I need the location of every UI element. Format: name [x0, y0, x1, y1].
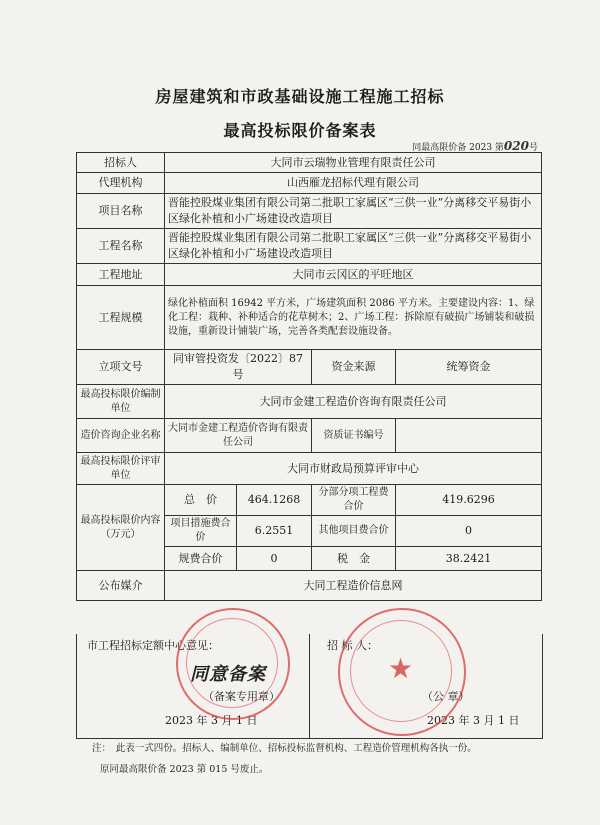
approval-no-label: 立项文号	[77, 350, 165, 385]
consultant-value: 大同市金建工程造价咨询有限责任公司	[165, 419, 312, 453]
other-cost-label: 其他项目费合价	[312, 516, 396, 547]
record-no: 020	[503, 139, 529, 153]
footnote-line2: 原同最高限价备 2023 第 015 号废止。	[100, 764, 269, 775]
total-price-label: 总 价	[165, 485, 237, 516]
total-price-value: 464.1268	[237, 485, 312, 516]
certificate-no-value	[396, 419, 542, 453]
subitem-cost-value: 419.6296	[396, 485, 542, 516]
quota-center-opinion-label: 市工程招标定额中心意见：	[87, 639, 219, 652]
document-title-line2: 最高投标限价备案表	[223, 121, 377, 140]
signature-divider	[309, 634, 310, 738]
measure-cost-label: 项目措施费合价	[165, 516, 237, 547]
engineering-name-label: 工程名称	[77, 229, 165, 264]
media-label: 公布媒介	[77, 571, 165, 601]
fee-value: 0	[237, 547, 312, 571]
filing-seal-purpose: （备案专用章）	[203, 690, 280, 703]
agency-label: 代理机构	[77, 173, 165, 194]
filing-form-table	[76, 152, 542, 601]
record-suffix: 号	[528, 143, 538, 153]
other-cost-value: 0	[396, 516, 542, 547]
project-name-label: 项目名称	[77, 194, 165, 229]
record-number	[412, 139, 538, 153]
address-value: 大同市云冈区的平旺地区	[165, 264, 542, 286]
agency-value: 山西雁龙招标代理有限公司	[165, 173, 542, 194]
signature-area	[76, 634, 543, 739]
approval-no-value: 同审管投资发〔2022〕87 号	[165, 350, 312, 385]
certificate-no-label: 资质证书编号	[312, 419, 396, 453]
scale-value: 绿化补植面积 16942 平方米，广场建筑面积 2086 平方米。主要建设内容：1、绿化工程：栽种、补种适合的花草树木；2、广场工程：拆除原有破损广场铺装和破损设施，重新设计铺装广场，完善各类配套设施设备。	[165, 286, 542, 350]
company-seal-stamp	[338, 608, 466, 736]
right-sign-date: 2023 年 3 月 1 日	[427, 714, 520, 727]
project-name-value: 晋能控股煤业集团有限公司第二批职工家属区“三供一业”分离移交平易街小区绿化补植和小广场建设改造项目	[165, 194, 542, 229]
engineering-name-value: 晋能控股煤业集团有限公司第二批职工家属区“三供一业”分离移交平易街小区绿化补植和小广场建设改造项目	[165, 229, 542, 264]
left-sign-date: 2023 年 3 月 1 日	[165, 714, 258, 727]
measure-cost-value: 6.2551	[237, 516, 312, 547]
document-title-line1: 房屋建筑和市政基础设施工程施工招标	[155, 87, 445, 106]
footnote-line1: 注： 此表一式四份。招标人、编制单位、招标投标监督机构、工程造价管理机构各执一份。	[92, 743, 477, 754]
tax-value: 38.2421	[396, 547, 542, 571]
tenderer-label: 招标人	[77, 153, 165, 173]
record-prefix: 同最高限价备 2023 第	[412, 143, 504, 153]
compiler-value: 大同市金建工程造价咨询有限责任公司	[165, 385, 542, 419]
reviewer-label: 最高投标限价评审单位	[77, 453, 165, 485]
star-icon: ★	[388, 652, 414, 685]
tenderer-value: 大同市云瑞物业管理有限责任公司	[165, 153, 542, 173]
fee-label: 规费合价	[165, 547, 237, 571]
address-label: 工程地址	[77, 264, 165, 286]
tenderer-sign-label: 招 标 人：	[327, 639, 378, 652]
company-seal-purpose: （公 章）	[422, 690, 470, 703]
reviewer-value: 大同市财政局预算评审中心	[165, 453, 542, 485]
fund-source-value: 统筹资金	[396, 350, 542, 385]
media-value: 大同工程造价信息网	[165, 571, 542, 601]
price-content-label: 最高投标限价内容（万元）	[77, 485, 165, 571]
fund-source-label: 资金来源	[312, 350, 396, 385]
scale-label: 工程规模	[77, 286, 165, 350]
compiler-label: 最高投标限价编制单位	[77, 385, 165, 419]
tax-label: 税 金	[312, 547, 396, 571]
subitem-cost-label: 分部分项工程费合价	[312, 485, 396, 516]
handwritten-approval: 同意备案	[190, 664, 266, 685]
consultant-label: 造价咨询企业名称	[77, 419, 165, 453]
